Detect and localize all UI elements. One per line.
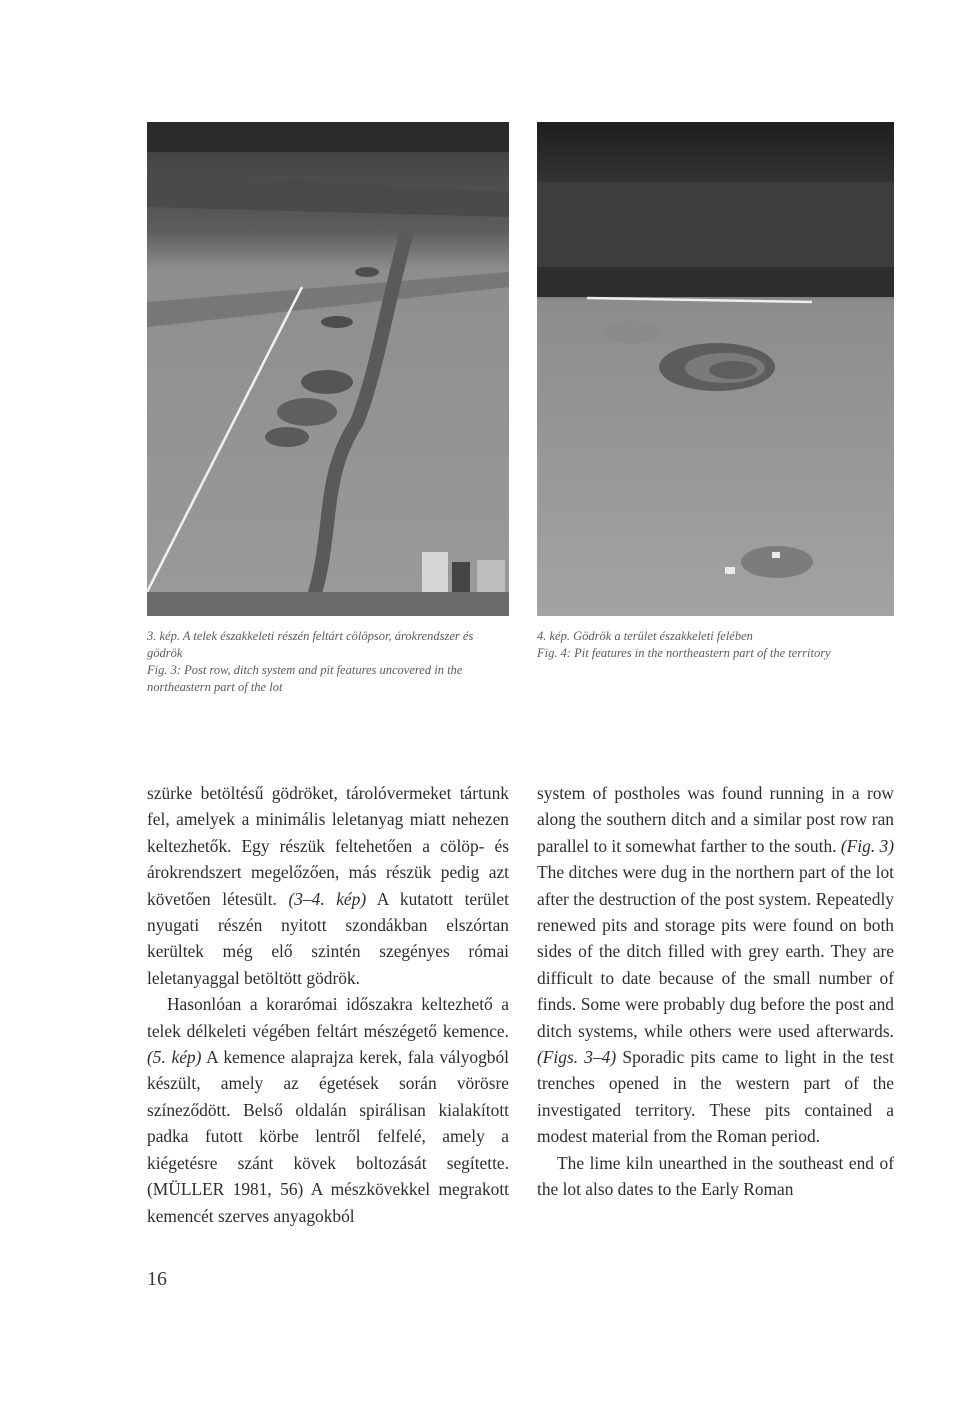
figure-4-photo <box>537 122 894 616</box>
figure-4-caption-english: Fig. 4: Pit features in the northeastern part of the territory <box>537 646 831 660</box>
figure-3-photo <box>147 122 509 616</box>
text-run: system of postholes was found running in a row along the southern ditch and a similar post row ran parallel to it somewhat farther to the south. <box>537 783 894 856</box>
english-paragraph-1 <box>537 780 894 1150</box>
hungarian-paragraph-2 <box>147 991 509 1229</box>
hungarian-text-column <box>147 780 509 1229</box>
figure-reference: (Fig. 3) <box>840 835 894 856</box>
excavation-photo-pits <box>537 122 894 616</box>
excavation-photo-post-row <box>147 122 509 616</box>
hungarian-paragraph-1 <box>147 780 509 991</box>
text-run: The ditches were dug in the northern part of the lot after the destruction of the post system. Repeatedly renewed pits and storage pits were found on both sides of the ditch filled with grey earth. They are difficult to date because of the small number of finds. Some were probably dug before the post and ditch systems, while others were used afterwards. <box>537 862 894 1041</box>
figure-3-caption-english: Fig. 3: Post row, ditch system and pit features uncovered in the northeastern part of the lot <box>147 663 463 694</box>
english-text-column <box>537 780 894 1203</box>
page-number: 16 <box>147 1268 167 1290</box>
figure-4-caption-hungarian: 4. kép. Gödrök a terület északkeleti felében <box>537 629 753 643</box>
text-run: A kutatott terület nyugati részén nyitott szondákban elszórtan kerültek még elő szintén szegényes római leletanyaggal betöltött gödrök. <box>147 888 509 988</box>
figure-3-caption <box>147 628 509 696</box>
figure-reference: (Figs. 3–4) <box>537 1047 617 1068</box>
text-run: szürke betöltésű gödröket, tárolóvermeket tártunk fel, amelyek a minimális leletanyag miatt nehezen keltezhetők. Egy részük feltehetően a cölöp- és árokrendszert megelőzően, más részük pedig azt követően létesült. <box>147 783 509 909</box>
figure-3-caption-hungarian: 3. kép. A telek északkeleti részén feltárt cölöpsor, árokrendszer és gödrök <box>147 629 474 660</box>
figure-4-caption <box>537 628 894 662</box>
text-run: Sporadic pits came to light in the test trenches opened in the western part of the investigated territory. These pits contained a modest material from the Roman period. <box>537 1047 894 1147</box>
figure-reference: (3–4. kép) <box>288 888 367 909</box>
english-paragraph-2: The lime kiln unearthed in the southeast end of the lot also dates to the Early Roman <box>537 1152 894 1200</box>
text-run: Hasonlóan a korarómai időszakra keltezhető a telek délkeleti végében feltárt mészégető kemence. <box>147 994 509 1041</box>
text-run: A kemence alaprajza kerek, fala vályogból készült, amely az égetések során vörösre színeződött. Belső oldalán spirálisan kialakított padka futott körbe lentről felfelé, amely a kiégetésre szánt kövek boltozását segítette. (MÜLLER 1981, 56) A mészkövekkel megrakott kemencét szerves anyagokból <box>147 1047 510 1226</box>
figure-reference: (5. kép) <box>147 1047 202 1068</box>
